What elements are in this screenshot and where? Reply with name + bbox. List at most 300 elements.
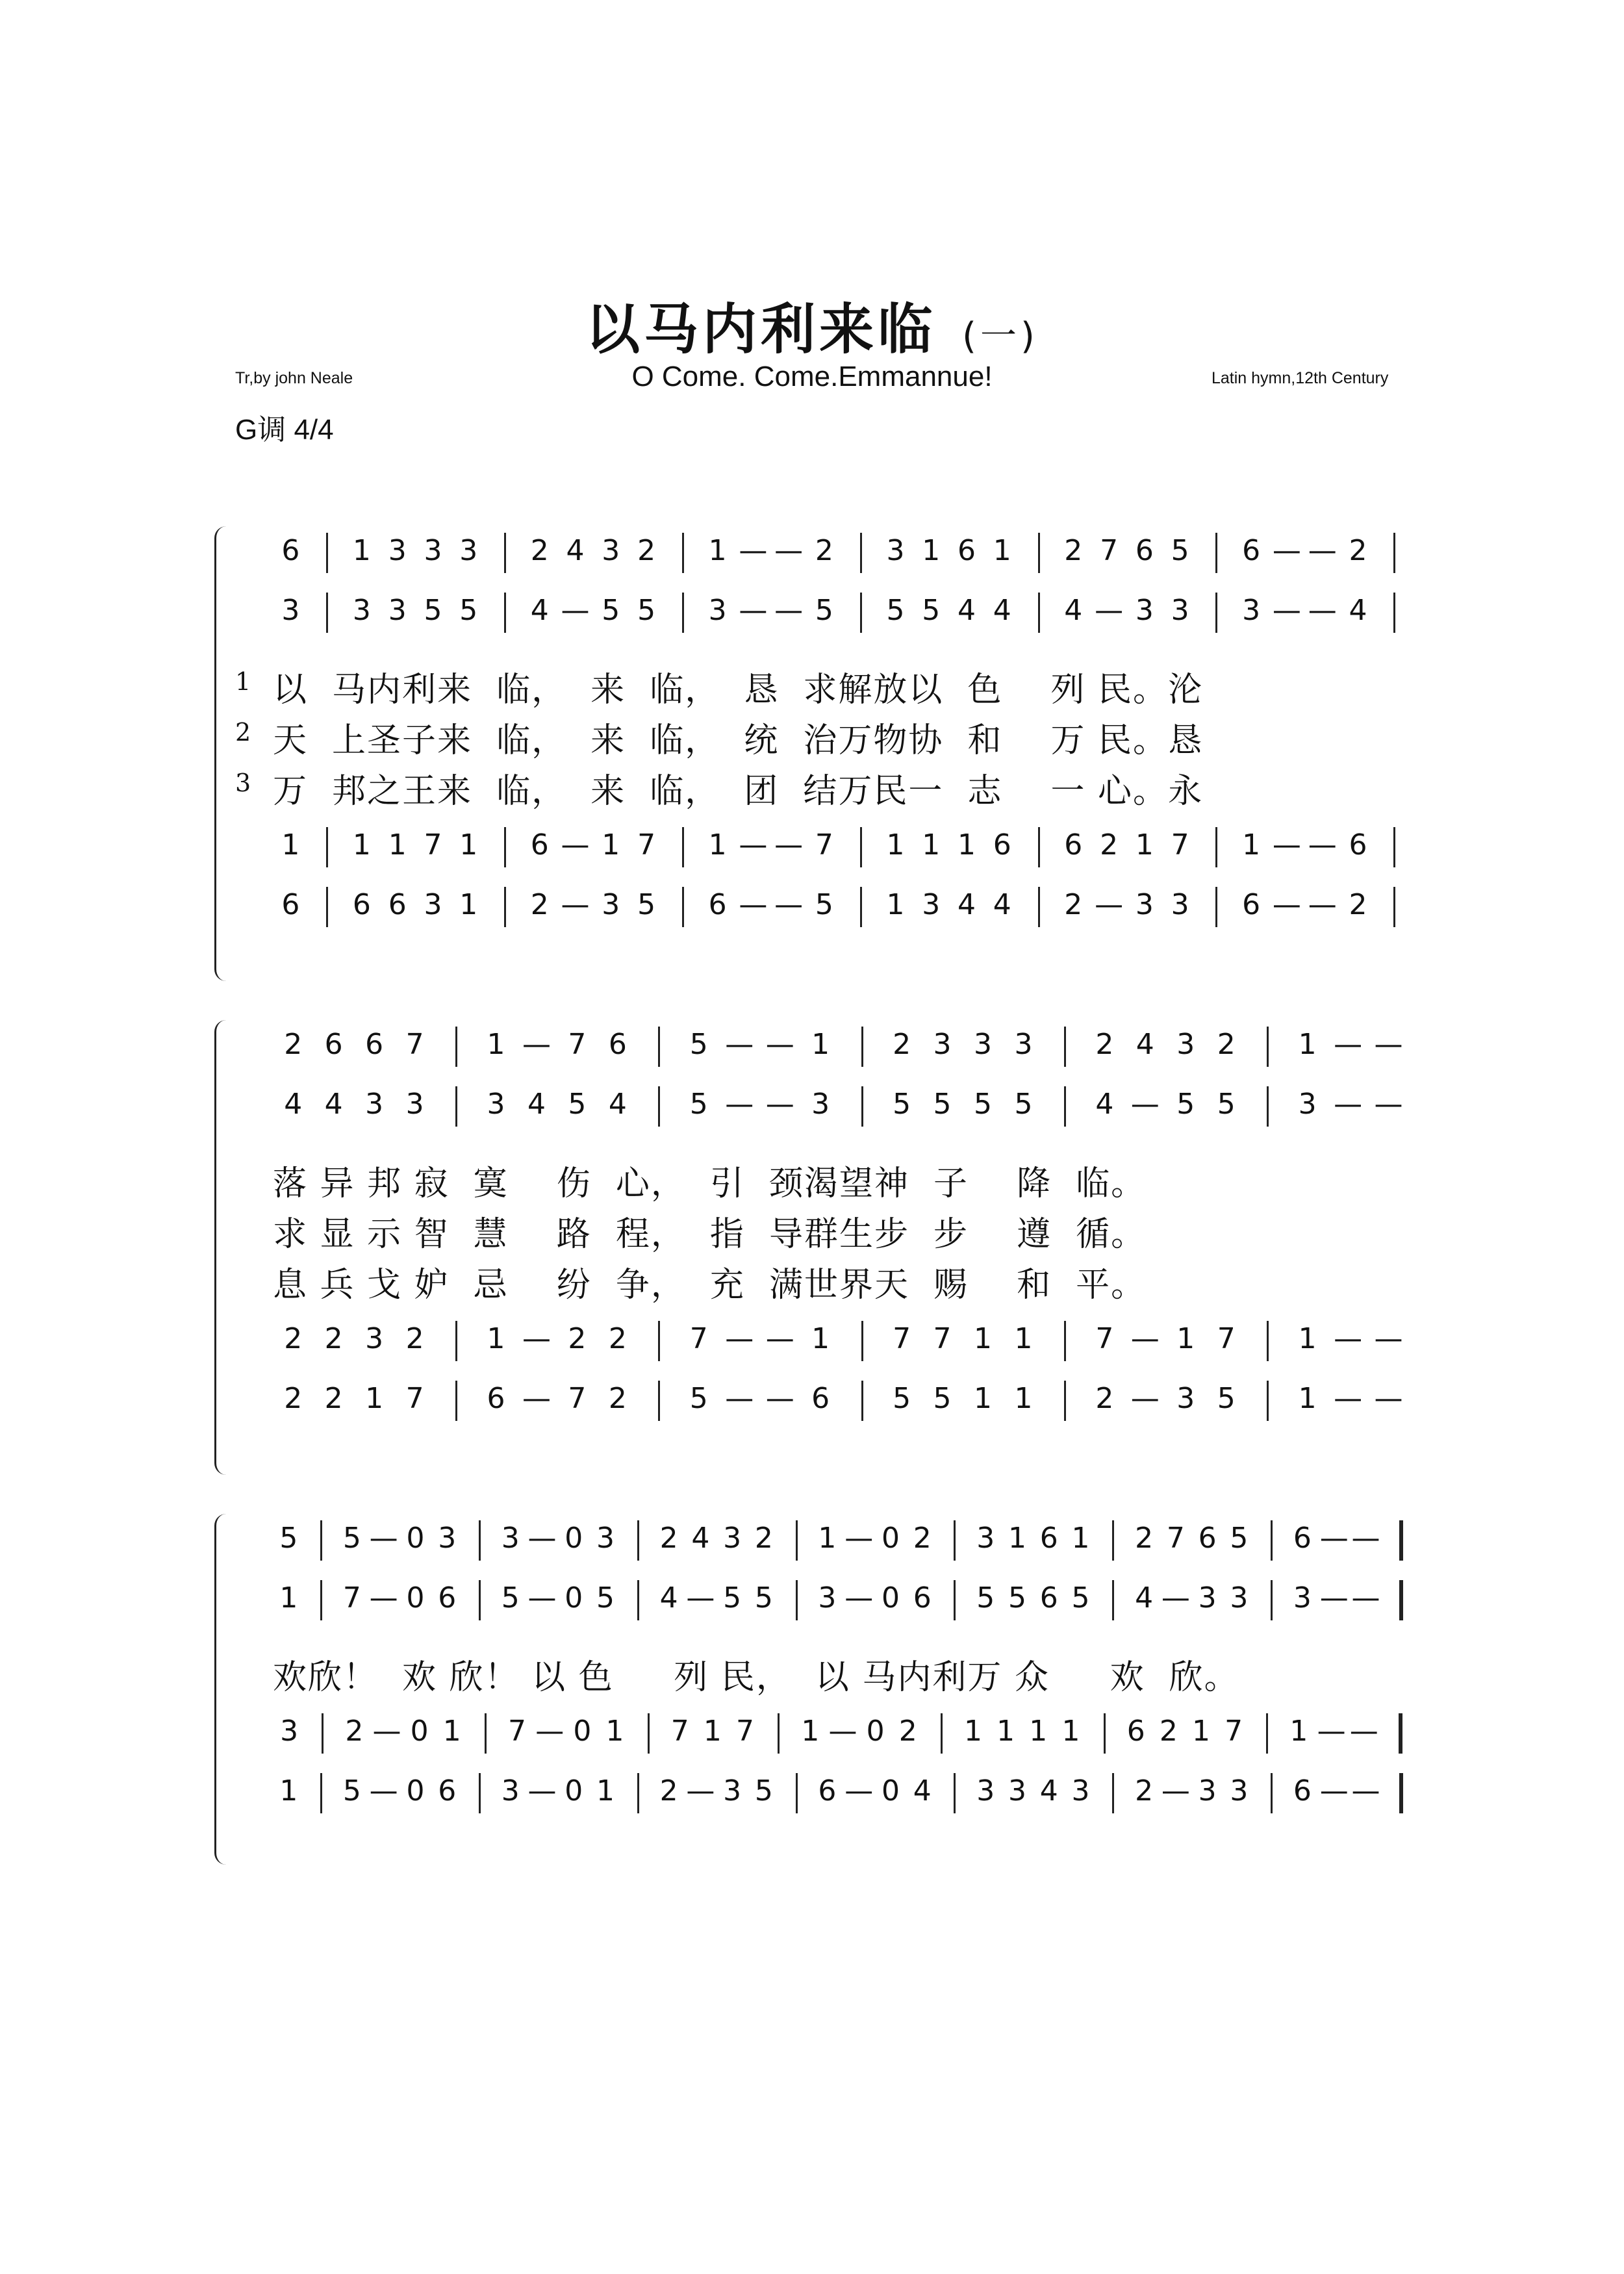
note: 2	[1100, 828, 1119, 862]
barline	[455, 1381, 457, 1421]
sustain-dash: —	[765, 1382, 794, 1415]
note: 2	[1217, 1028, 1236, 1061]
sustain-dash: —	[527, 1581, 557, 1615]
note: 3	[365, 1088, 384, 1121]
note: 6	[1349, 828, 1367, 862]
note: 1	[993, 534, 1011, 567]
note: 3	[708, 594, 727, 627]
note: 6	[1039, 1581, 1058, 1615]
note: 3	[1293, 1581, 1312, 1615]
note: 5	[501, 1581, 520, 1615]
note: 2	[815, 534, 833, 567]
lower-voice-row	[253, 1381, 1423, 1426]
note: 3	[973, 1028, 992, 1061]
sustain-dash: —	[369, 1581, 398, 1615]
sustain-dash: —	[372, 1715, 401, 1748]
note: 7	[637, 828, 656, 862]
note: 1	[279, 1774, 298, 1808]
upper-voice-row	[253, 1086, 1423, 1132]
note: 0	[565, 1581, 583, 1615]
note: 1	[708, 534, 727, 567]
note: 7	[424, 828, 442, 862]
sustain-dash: —	[1374, 1028, 1403, 1061]
note: 2	[898, 1715, 917, 1748]
barline	[860, 827, 862, 867]
sustain-dash: —	[1351, 1581, 1380, 1615]
note: 3	[1176, 1028, 1195, 1061]
barline	[320, 1520, 322, 1561]
note: 5	[568, 1088, 587, 1121]
note: 2	[1135, 1522, 1154, 1555]
note: 0	[881, 1581, 900, 1615]
note: 1	[811, 1322, 830, 1355]
note: 3	[281, 594, 300, 627]
note: 6	[324, 1028, 343, 1061]
barline	[954, 1773, 956, 1813]
note: 1	[602, 828, 620, 862]
sustain-dash: —	[1349, 1715, 1378, 1748]
lyric-text: 息 兵 戈 妒 忌 纷 争， 充 满世界天 赐 和 平。	[273, 1266, 1147, 1305]
barline	[861, 1086, 863, 1127]
barline	[860, 593, 862, 633]
note: 5	[637, 888, 656, 921]
note: 1	[1242, 828, 1261, 862]
barline	[637, 1580, 639, 1620]
note: 7	[933, 1322, 952, 1355]
barline	[1104, 1713, 1106, 1754]
note: 6	[913, 1581, 932, 1615]
sustain-dash: —	[844, 1581, 874, 1615]
lyric-line	[253, 1156, 1423, 1201]
note: 3	[1198, 1581, 1217, 1615]
sustain-dash: —	[1334, 1322, 1363, 1355]
sustain-dash: —	[774, 828, 804, 862]
lyric-line	[235, 763, 1423, 811]
note: 6	[1293, 1774, 1312, 1808]
note: 3	[976, 1774, 995, 1808]
note: 6	[1242, 534, 1261, 567]
sustain-dash: —	[1308, 594, 1337, 627]
note: 5	[893, 1382, 911, 1415]
barline	[778, 1713, 780, 1754]
note: 3	[886, 534, 905, 567]
note: 1	[1071, 1522, 1090, 1555]
note: 4	[1349, 594, 1367, 627]
note: 2	[324, 1382, 343, 1415]
sustain-dash: —	[828, 1715, 857, 1748]
sustain-dash: —	[527, 1522, 557, 1555]
lyric-text: 求 显 示 智 慧 路 程， 指 导群生步 步 遵 循。	[273, 1215, 1147, 1254]
note: 6	[1135, 534, 1154, 567]
note: 5	[689, 1028, 708, 1061]
barline	[1112, 1580, 1114, 1620]
sustain-dash: —	[1272, 888, 1301, 921]
note: 1	[1029, 1715, 1048, 1748]
barline	[485, 1713, 487, 1754]
sustain-dash: —	[527, 1774, 557, 1808]
lyric-text: 落 异 邦 寂 寞 伤 心， 引 颈渴望神 子 降 临。	[273, 1164, 1147, 1203]
note: 2	[1135, 1774, 1154, 1808]
note: 4	[527, 1088, 546, 1121]
barline	[1271, 1773, 1273, 1813]
note: 1	[1014, 1382, 1033, 1415]
note: 3	[388, 534, 407, 567]
barline	[1393, 593, 1395, 633]
note: 4	[608, 1088, 627, 1121]
barline	[954, 1520, 956, 1561]
barline	[861, 1027, 863, 1067]
note: 5	[279, 1522, 298, 1555]
barline	[1393, 887, 1395, 927]
note: 6	[388, 888, 407, 921]
system-bracket	[214, 526, 231, 981]
note: 3	[723, 1522, 742, 1555]
barline	[1215, 533, 1217, 573]
note: 5	[933, 1088, 952, 1121]
barline	[455, 1321, 457, 1361]
note: 5	[689, 1088, 708, 1121]
note: 3	[280, 1715, 299, 1748]
note: 1	[958, 828, 976, 862]
note: 5	[1217, 1088, 1236, 1121]
barline	[320, 1773, 322, 1813]
note: 0	[881, 1774, 900, 1808]
barline	[1393, 533, 1395, 573]
note: 0	[406, 1581, 425, 1615]
barline	[1064, 1027, 1066, 1067]
note: 0	[866, 1715, 885, 1748]
lower-voice-row	[253, 1773, 1423, 1819]
sustain-dash: —	[844, 1522, 874, 1555]
note: 2	[284, 1382, 303, 1415]
barline	[796, 1773, 798, 1813]
barline	[322, 1713, 324, 1754]
sustain-dash: —	[369, 1522, 398, 1555]
note: 3	[501, 1522, 520, 1555]
sustain-dash: —	[1317, 1715, 1346, 1748]
note: 2	[405, 1322, 424, 1355]
note: 6	[1293, 1522, 1312, 1555]
note: 2	[1349, 534, 1367, 567]
sustain-dash: —	[1095, 594, 1124, 627]
lyric-text: 万 邦之王来 临， 来 临， 团 结万民一 志 一 心。永	[273, 772, 1204, 811]
barline	[796, 1580, 798, 1620]
sustain-dash: —	[561, 594, 590, 627]
note: 3	[1071, 1774, 1090, 1808]
note: 4	[324, 1088, 343, 1121]
lyric-text: 天 上圣子来 临， 来 临， 统 治万物协 和 万 民。恳	[273, 721, 1204, 760]
lyric-text: 以 马内利来 临， 来 临， 恳 求解放以 色 列 民。沦	[273, 671, 1204, 709]
note: 1	[1298, 1382, 1317, 1415]
note: 4	[1039, 1774, 1058, 1808]
note: 6	[958, 534, 976, 567]
sustain-dash: —	[522, 1382, 551, 1415]
note: 6	[708, 888, 727, 921]
note: 5	[1008, 1581, 1027, 1615]
barline	[1266, 1713, 1268, 1754]
upper-voice-row	[253, 1027, 1423, 1072]
note: 3	[1230, 1774, 1249, 1808]
note: 1	[818, 1522, 837, 1555]
barline	[1112, 1520, 1114, 1561]
note: 6	[281, 888, 300, 921]
note: 3	[811, 1088, 830, 1121]
note: 6	[1242, 888, 1261, 921]
sustain-dash: —	[765, 1322, 794, 1355]
note: 5	[637, 594, 656, 627]
barline	[1038, 827, 1040, 867]
note: 1	[1192, 1715, 1210, 1748]
final-barline	[1397, 1713, 1402, 1754]
note: 0	[406, 1774, 425, 1808]
verse-number: 1	[235, 667, 251, 696]
note: 2	[913, 1522, 932, 1555]
barline	[479, 1580, 481, 1620]
barline	[479, 1773, 481, 1813]
note: 5	[886, 594, 905, 627]
barline	[479, 1520, 481, 1561]
note: 4	[993, 888, 1011, 921]
barline	[504, 533, 506, 573]
sustain-dash: —	[1130, 1382, 1160, 1415]
note: 1	[596, 1774, 615, 1808]
note: 2	[284, 1322, 303, 1355]
sustain-dash: —	[1161, 1774, 1190, 1808]
barline	[658, 1086, 660, 1127]
note: 5	[1217, 1382, 1236, 1415]
song-title-text: 以马内利来临	[585, 298, 937, 361]
upper-voice-row	[253, 1520, 1423, 1566]
note: 3	[438, 1522, 457, 1555]
note: 5	[723, 1581, 742, 1615]
note: 4	[691, 1522, 710, 1555]
sustain-dash: —	[561, 828, 590, 862]
note: 5	[922, 594, 941, 627]
note: 1	[1008, 1522, 1027, 1555]
barline	[1064, 1381, 1066, 1421]
note: 2	[608, 1322, 627, 1355]
sustain-dash: —	[522, 1028, 551, 1061]
barline	[658, 1381, 660, 1421]
sustain-dash: —	[1374, 1088, 1403, 1121]
note: 7	[405, 1382, 424, 1415]
note: 7	[342, 1581, 361, 1615]
system-bracket	[214, 1514, 231, 1865]
note: 5	[973, 1088, 992, 1121]
note: 3	[602, 534, 620, 567]
note: 6	[818, 1774, 837, 1808]
barline	[954, 1580, 956, 1620]
barline	[860, 887, 862, 927]
note: 6	[438, 1581, 457, 1615]
note: 3	[1008, 1774, 1027, 1808]
barline	[941, 1713, 943, 1754]
sustain-dash: —	[1161, 1581, 1190, 1615]
sustain-dash: —	[739, 534, 768, 567]
note: 3	[487, 1088, 505, 1121]
note: 2	[530, 888, 549, 921]
note: 2	[284, 1028, 303, 1061]
note: 5	[602, 594, 620, 627]
sustain-dash: —	[522, 1322, 551, 1355]
note: 5	[1014, 1088, 1033, 1121]
barline	[658, 1321, 660, 1361]
note: 4	[1095, 1088, 1114, 1121]
note: 3	[405, 1088, 424, 1121]
sustain-dash: —	[1334, 1382, 1363, 1415]
note: 7	[1166, 1522, 1185, 1555]
note: 3	[365, 1322, 384, 1355]
note: 3	[818, 1581, 837, 1615]
note: 5	[976, 1581, 995, 1615]
sustain-dash: —	[1272, 534, 1301, 567]
sustain-dash: —	[686, 1581, 715, 1615]
sustain-dash: —	[725, 1382, 754, 1415]
note: 0	[573, 1715, 592, 1748]
note: 1	[1135, 828, 1154, 862]
note: 7	[815, 828, 833, 862]
sustain-dash: —	[1130, 1088, 1160, 1121]
sustain-dash: —	[739, 828, 768, 862]
sustain-dash: —	[1374, 1382, 1403, 1415]
note: 2	[637, 534, 656, 567]
sustain-dash: —	[1351, 1522, 1380, 1555]
note: 2	[659, 1522, 678, 1555]
note: 2	[754, 1522, 773, 1555]
barline	[637, 1520, 639, 1561]
note: 5	[933, 1382, 952, 1415]
sustain-dash: —	[1374, 1322, 1403, 1355]
note: 0	[406, 1522, 425, 1555]
note: 6	[365, 1028, 384, 1061]
note: 0	[881, 1522, 900, 1555]
note: 1	[459, 888, 478, 921]
note: 1	[1176, 1322, 1195, 1355]
barline	[1267, 1086, 1269, 1127]
note: 6	[1039, 1522, 1058, 1555]
note: 1	[352, 534, 371, 567]
note: 2	[893, 1028, 911, 1061]
note: 2	[1095, 1382, 1114, 1415]
barline	[860, 533, 862, 573]
lower-voice-row	[253, 1321, 1423, 1366]
barline	[682, 533, 684, 573]
note: 0	[410, 1715, 429, 1748]
sustain-dash: —	[1308, 888, 1337, 921]
note: 2	[345, 1715, 364, 1748]
note: 3	[352, 594, 371, 627]
barline	[1064, 1321, 1066, 1361]
barline	[1215, 593, 1217, 633]
note: 4	[1136, 1028, 1154, 1061]
note: 1	[973, 1382, 992, 1415]
note: 6	[352, 888, 371, 921]
note: 6	[1126, 1715, 1145, 1748]
note: 1	[365, 1382, 384, 1415]
note: 7	[1100, 534, 1119, 567]
barline	[1064, 1086, 1066, 1127]
sustain-dash: —	[369, 1774, 398, 1808]
note: 5	[459, 594, 478, 627]
note: 1	[1014, 1322, 1033, 1355]
barline	[1112, 1773, 1114, 1813]
note: 4	[913, 1774, 932, 1808]
barline	[1271, 1520, 1273, 1561]
verse-number: 3	[235, 769, 251, 797]
note: 5	[1171, 534, 1189, 567]
note: 7	[893, 1322, 911, 1355]
system-bracket	[214, 1020, 231, 1475]
note: 5	[815, 888, 833, 921]
note: 6	[811, 1382, 830, 1415]
sustain-dash: —	[774, 888, 804, 921]
sustain-dash: —	[774, 594, 804, 627]
lyric-line	[253, 1257, 1423, 1303]
note: 5	[1176, 1088, 1195, 1121]
key-and-time-signature: G调 4/4	[235, 414, 334, 446]
note: 5	[342, 1522, 361, 1555]
note: 4	[958, 594, 976, 627]
barline	[320, 1580, 322, 1620]
note: 6	[1198, 1522, 1217, 1555]
song-subtitle: O Come. Come.Emmannue!	[631, 361, 993, 392]
note: 3	[1230, 1581, 1249, 1615]
barline	[326, 827, 328, 867]
sustain-dash: —	[765, 1088, 794, 1121]
note: 3	[1242, 594, 1261, 627]
note: 7	[568, 1028, 587, 1061]
sustain-dash: —	[739, 888, 768, 921]
note: 4	[1135, 1581, 1154, 1615]
note: 7	[1171, 828, 1189, 862]
sustain-dash: —	[1095, 888, 1124, 921]
barline	[504, 887, 506, 927]
note: 2	[608, 1382, 627, 1415]
note: 2	[324, 1322, 343, 1355]
note: 1	[703, 1715, 722, 1748]
note: 1	[964, 1715, 983, 1748]
note: 5	[1071, 1581, 1090, 1615]
sustain-dash: —	[1308, 534, 1337, 567]
note: 3	[1171, 594, 1189, 627]
lyric-line	[235, 662, 1423, 709]
barline	[1038, 593, 1040, 633]
note: 3	[1135, 594, 1154, 627]
note: 6	[281, 534, 300, 567]
note: 4	[659, 1581, 678, 1615]
upper-voice-row	[253, 1580, 1423, 1626]
final-barline	[1397, 1580, 1403, 1620]
note: 1	[886, 888, 905, 921]
note: 3	[1198, 1774, 1217, 1808]
barline	[861, 1321, 863, 1361]
note: 1	[281, 828, 300, 862]
note: 3	[388, 594, 407, 627]
note: 7	[1095, 1322, 1114, 1355]
note: 1	[279, 1581, 298, 1615]
note: 5	[893, 1088, 911, 1121]
note: 5	[596, 1581, 615, 1615]
note: 6	[608, 1028, 627, 1061]
barline	[1267, 1381, 1269, 1421]
note: 1	[459, 828, 478, 862]
sustain-dash: —	[844, 1774, 874, 1808]
sustain-dash: —	[535, 1715, 565, 1748]
note: 7	[405, 1028, 424, 1061]
note: 3	[501, 1774, 520, 1808]
note: 3	[922, 888, 941, 921]
note: 2	[530, 534, 549, 567]
